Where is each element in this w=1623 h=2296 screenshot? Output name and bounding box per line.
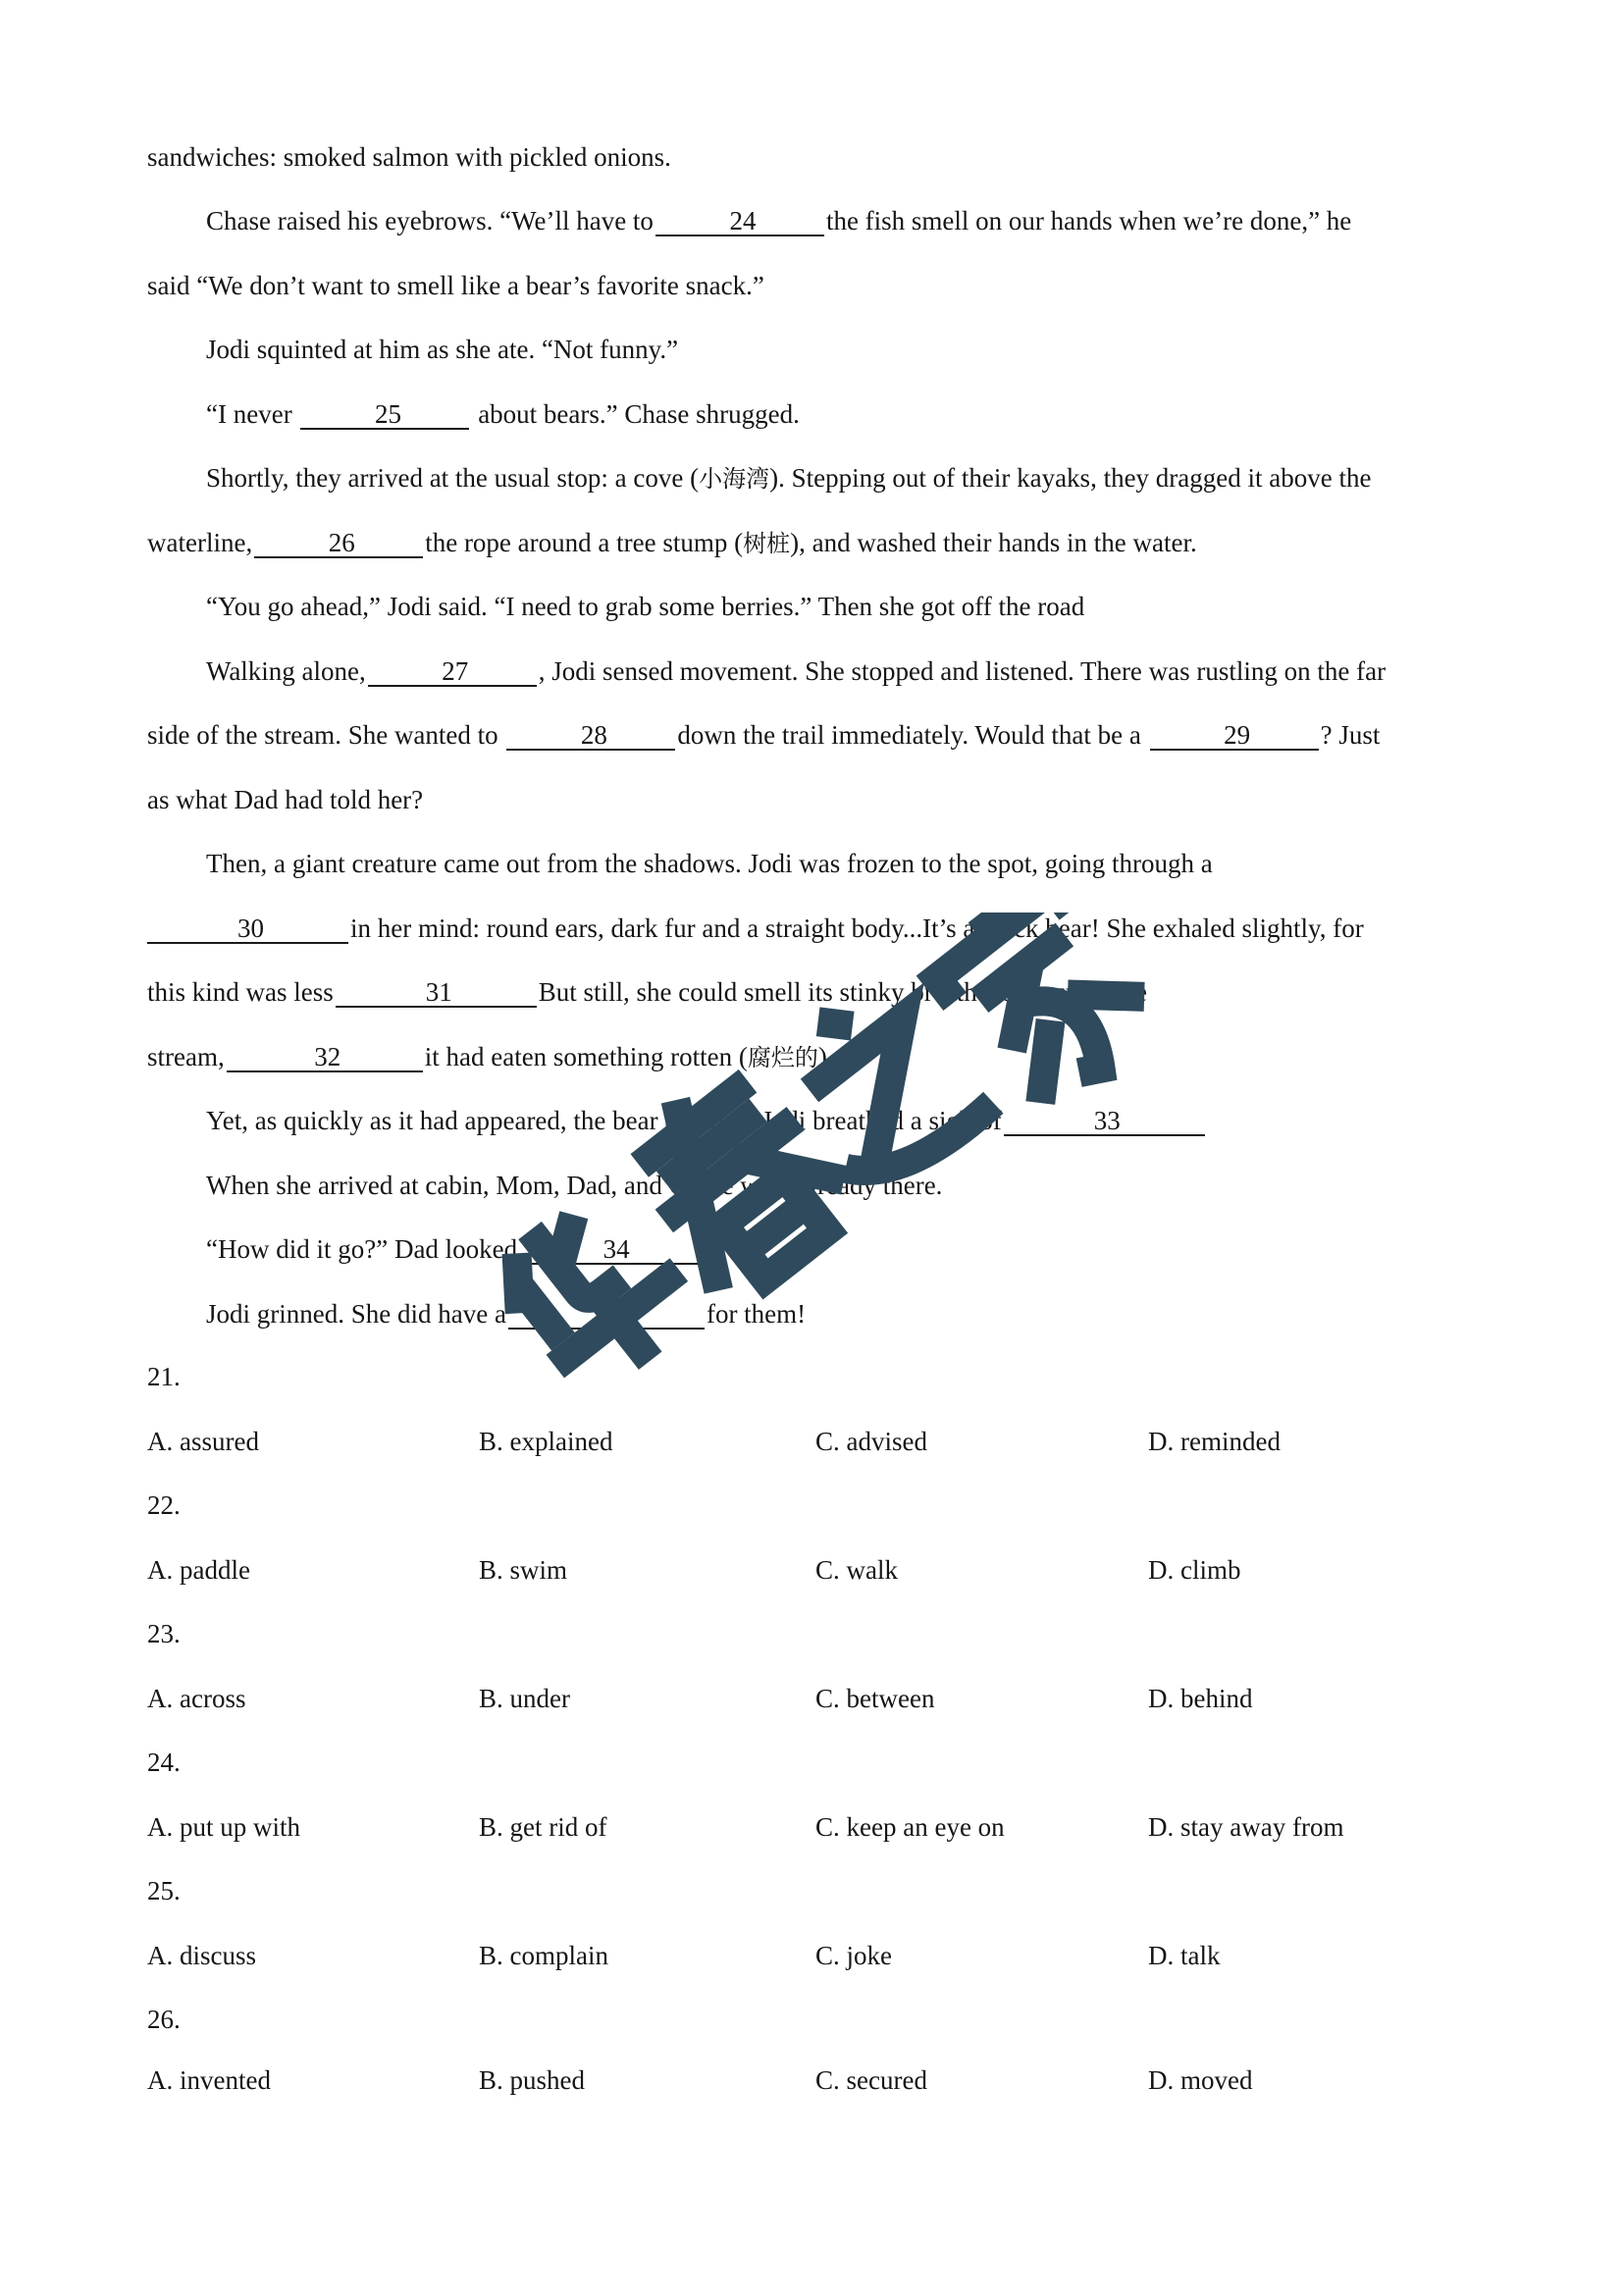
question-number: 24. xyxy=(147,1748,181,1777)
passage-line xyxy=(206,1104,1207,1137)
passage-text: “You go ahead,” Jodi said. “I need to grab some berries.” Then she got off the road xyxy=(206,592,1085,621)
passage-line xyxy=(206,847,1213,880)
passage-line xyxy=(147,1040,834,1073)
blank-31 xyxy=(336,978,537,1008)
blank-number: 28 xyxy=(580,720,607,750)
option-c[interactable]: C. between xyxy=(815,1684,935,1713)
option-d[interactable]: D. stay away from xyxy=(1148,1812,1344,1842)
chinese-gloss: 树桩 xyxy=(743,530,791,557)
question-number: 26. xyxy=(147,2005,181,2034)
passage-text: side of the stream. She wanted to xyxy=(147,720,498,750)
option-b[interactable]: B. explained xyxy=(479,1427,613,1456)
blank-28 xyxy=(506,721,675,751)
passage-line xyxy=(147,269,764,302)
passage-text: When she arrived at cabin, Mom, Dad, and Chase were already there. xyxy=(206,1171,943,1200)
option-a[interactable]: A. discuss xyxy=(147,1941,257,1970)
option-c[interactable]: C. advised xyxy=(815,1427,927,1456)
blank-34 xyxy=(519,1235,707,1265)
passage-text: ? Just xyxy=(1320,720,1381,750)
blank-number: 30 xyxy=(237,913,264,943)
passage-line xyxy=(206,1169,942,1202)
passage-text: But still, she could smell its stinky breath from across the xyxy=(538,977,1147,1007)
passage-text: said “We don’t want to smell like a bear’s favorite snack.” xyxy=(147,271,764,300)
passage-line xyxy=(206,590,1084,623)
passage-text: Then, a giant creature came out from the shadows. Jodi was frozen to the spot, going through a xyxy=(206,849,1213,878)
passage-text: for them! xyxy=(706,1299,807,1329)
option-d[interactable]: D. reminded xyxy=(1148,1427,1281,1456)
blank-27 xyxy=(368,657,537,687)
blank-number: 35 xyxy=(596,1299,623,1329)
blank-33 xyxy=(1004,1107,1205,1136)
passage-text: Chase raised his eyebrows. “We’ll have to xyxy=(206,206,654,235)
passage-line xyxy=(206,654,1386,688)
option-b[interactable]: B. get rid of xyxy=(479,1812,607,1842)
passage-text: the fish smell on our hands when we’re done,” he xyxy=(825,206,1352,235)
question-number: 25. xyxy=(147,1876,181,1905)
passage-text: this kind was less xyxy=(147,977,334,1007)
passage-line xyxy=(206,397,800,431)
passage-line xyxy=(206,1232,709,1266)
blank-24 xyxy=(655,207,824,236)
option-c[interactable]: C. joke xyxy=(815,1941,892,1970)
passage-text: Jodi grinned. She did have a xyxy=(206,1299,506,1329)
passage-text: as what Dad had told her? xyxy=(147,785,424,814)
option-a[interactable]: A. across xyxy=(147,1684,246,1713)
passage-text: , Jodi sensed movement. She stopped and listened. There was rustling on the far xyxy=(538,656,1387,686)
option-c[interactable]: C. secured xyxy=(815,2065,927,2095)
watermark-char-hua xyxy=(491,1174,712,1383)
blank-number: 26 xyxy=(328,528,355,557)
option-c[interactable]: C. keep an eye on xyxy=(815,1812,1005,1842)
passage-text: in her mind: round ears, dark fur and a straight body...It’s a black bear! She exhaled slightly, for xyxy=(350,913,1364,943)
passage-text: Walking alone, xyxy=(206,656,366,686)
passage-text: waterline, xyxy=(147,528,253,557)
passage-line xyxy=(206,1297,806,1331)
blank-26 xyxy=(254,529,423,558)
blank-25 xyxy=(300,400,469,430)
passage-line xyxy=(147,140,671,174)
blank-number: 25 xyxy=(374,399,401,429)
option-b[interactable]: B. complain xyxy=(479,1941,608,1970)
chinese-gloss: 腐烂的 xyxy=(747,1044,818,1071)
passage-line xyxy=(147,912,1364,945)
option-d[interactable]: D. climb xyxy=(1148,1555,1241,1585)
question-number: 21. xyxy=(147,1362,181,1391)
option-a[interactable]: A. invented xyxy=(147,2065,271,2095)
option-d[interactable]: D. behind xyxy=(1148,1684,1253,1713)
blank-number: 29 xyxy=(1224,720,1251,750)
passage-text: about bears.” Chase shrugged. xyxy=(478,399,800,429)
passage-line xyxy=(147,526,1197,559)
option-b[interactable]: B. swim xyxy=(479,1555,568,1585)
option-a[interactable]: A. paddle xyxy=(147,1555,250,1585)
blank-number: 32 xyxy=(314,1042,341,1071)
passage-text: sandwiches: smoked salmon with pickled onions. xyxy=(147,142,671,172)
option-a[interactable]: A. assured xyxy=(147,1427,259,1456)
passage-line xyxy=(147,718,1380,752)
option-c[interactable]: C. walk xyxy=(815,1555,898,1585)
passage-text: stream, xyxy=(147,1042,225,1071)
passage-text: ). Stepping out of their kayaks, they dragged it above the xyxy=(769,463,1372,493)
question-number: 23. xyxy=(147,1619,181,1648)
passage-text: Yet, as quickly as it had appeared, the bear escaped. Jodi breathed a sigh of xyxy=(206,1106,1002,1135)
passage-text: ), and washed their hands in the water. xyxy=(790,528,1197,557)
passage-text: down the trail immediately. Would that be a xyxy=(677,720,1141,750)
option-a[interactable]: A. put up with xyxy=(147,1812,301,1842)
passage-line xyxy=(206,333,678,366)
blank-number: 34 xyxy=(602,1234,630,1264)
passage-line xyxy=(206,461,1371,495)
question-number: 22. xyxy=(147,1490,181,1520)
blank-32 xyxy=(227,1043,423,1072)
option-d[interactable]: D. moved xyxy=(1148,2065,1253,2095)
blank-35 xyxy=(508,1300,705,1330)
passage-line xyxy=(206,204,1351,237)
passage-line xyxy=(147,975,1147,1009)
passage-text: Jodi squinted at him as she ate. “Not funny.” xyxy=(206,335,679,364)
passage-line xyxy=(147,783,423,816)
blank-number: 24 xyxy=(729,206,757,235)
passage-text: ). xyxy=(817,1042,834,1071)
option-b[interactable]: B. pushed xyxy=(479,2065,585,2095)
passage-text: it had eaten something rotten ( xyxy=(424,1042,748,1071)
passage-text: “I never xyxy=(206,399,292,429)
passage-text: “How did it go?” Dad looked xyxy=(206,1234,518,1264)
chinese-gloss: 小海湾 xyxy=(699,465,770,493)
option-b[interactable]: B. under xyxy=(479,1684,570,1713)
option-d[interactable]: D. talk xyxy=(1148,1941,1221,1970)
blank-number: 31 xyxy=(425,977,452,1007)
blank-29 xyxy=(1150,721,1319,751)
passage-text: the rope around a tree stump ( xyxy=(425,528,744,557)
blank-number: 27 xyxy=(442,656,469,686)
blank-number: 33 xyxy=(1093,1106,1121,1135)
blank-30 xyxy=(147,914,348,944)
passage-text: Shortly, they arrived at the usual stop: a cove ( xyxy=(206,463,700,493)
